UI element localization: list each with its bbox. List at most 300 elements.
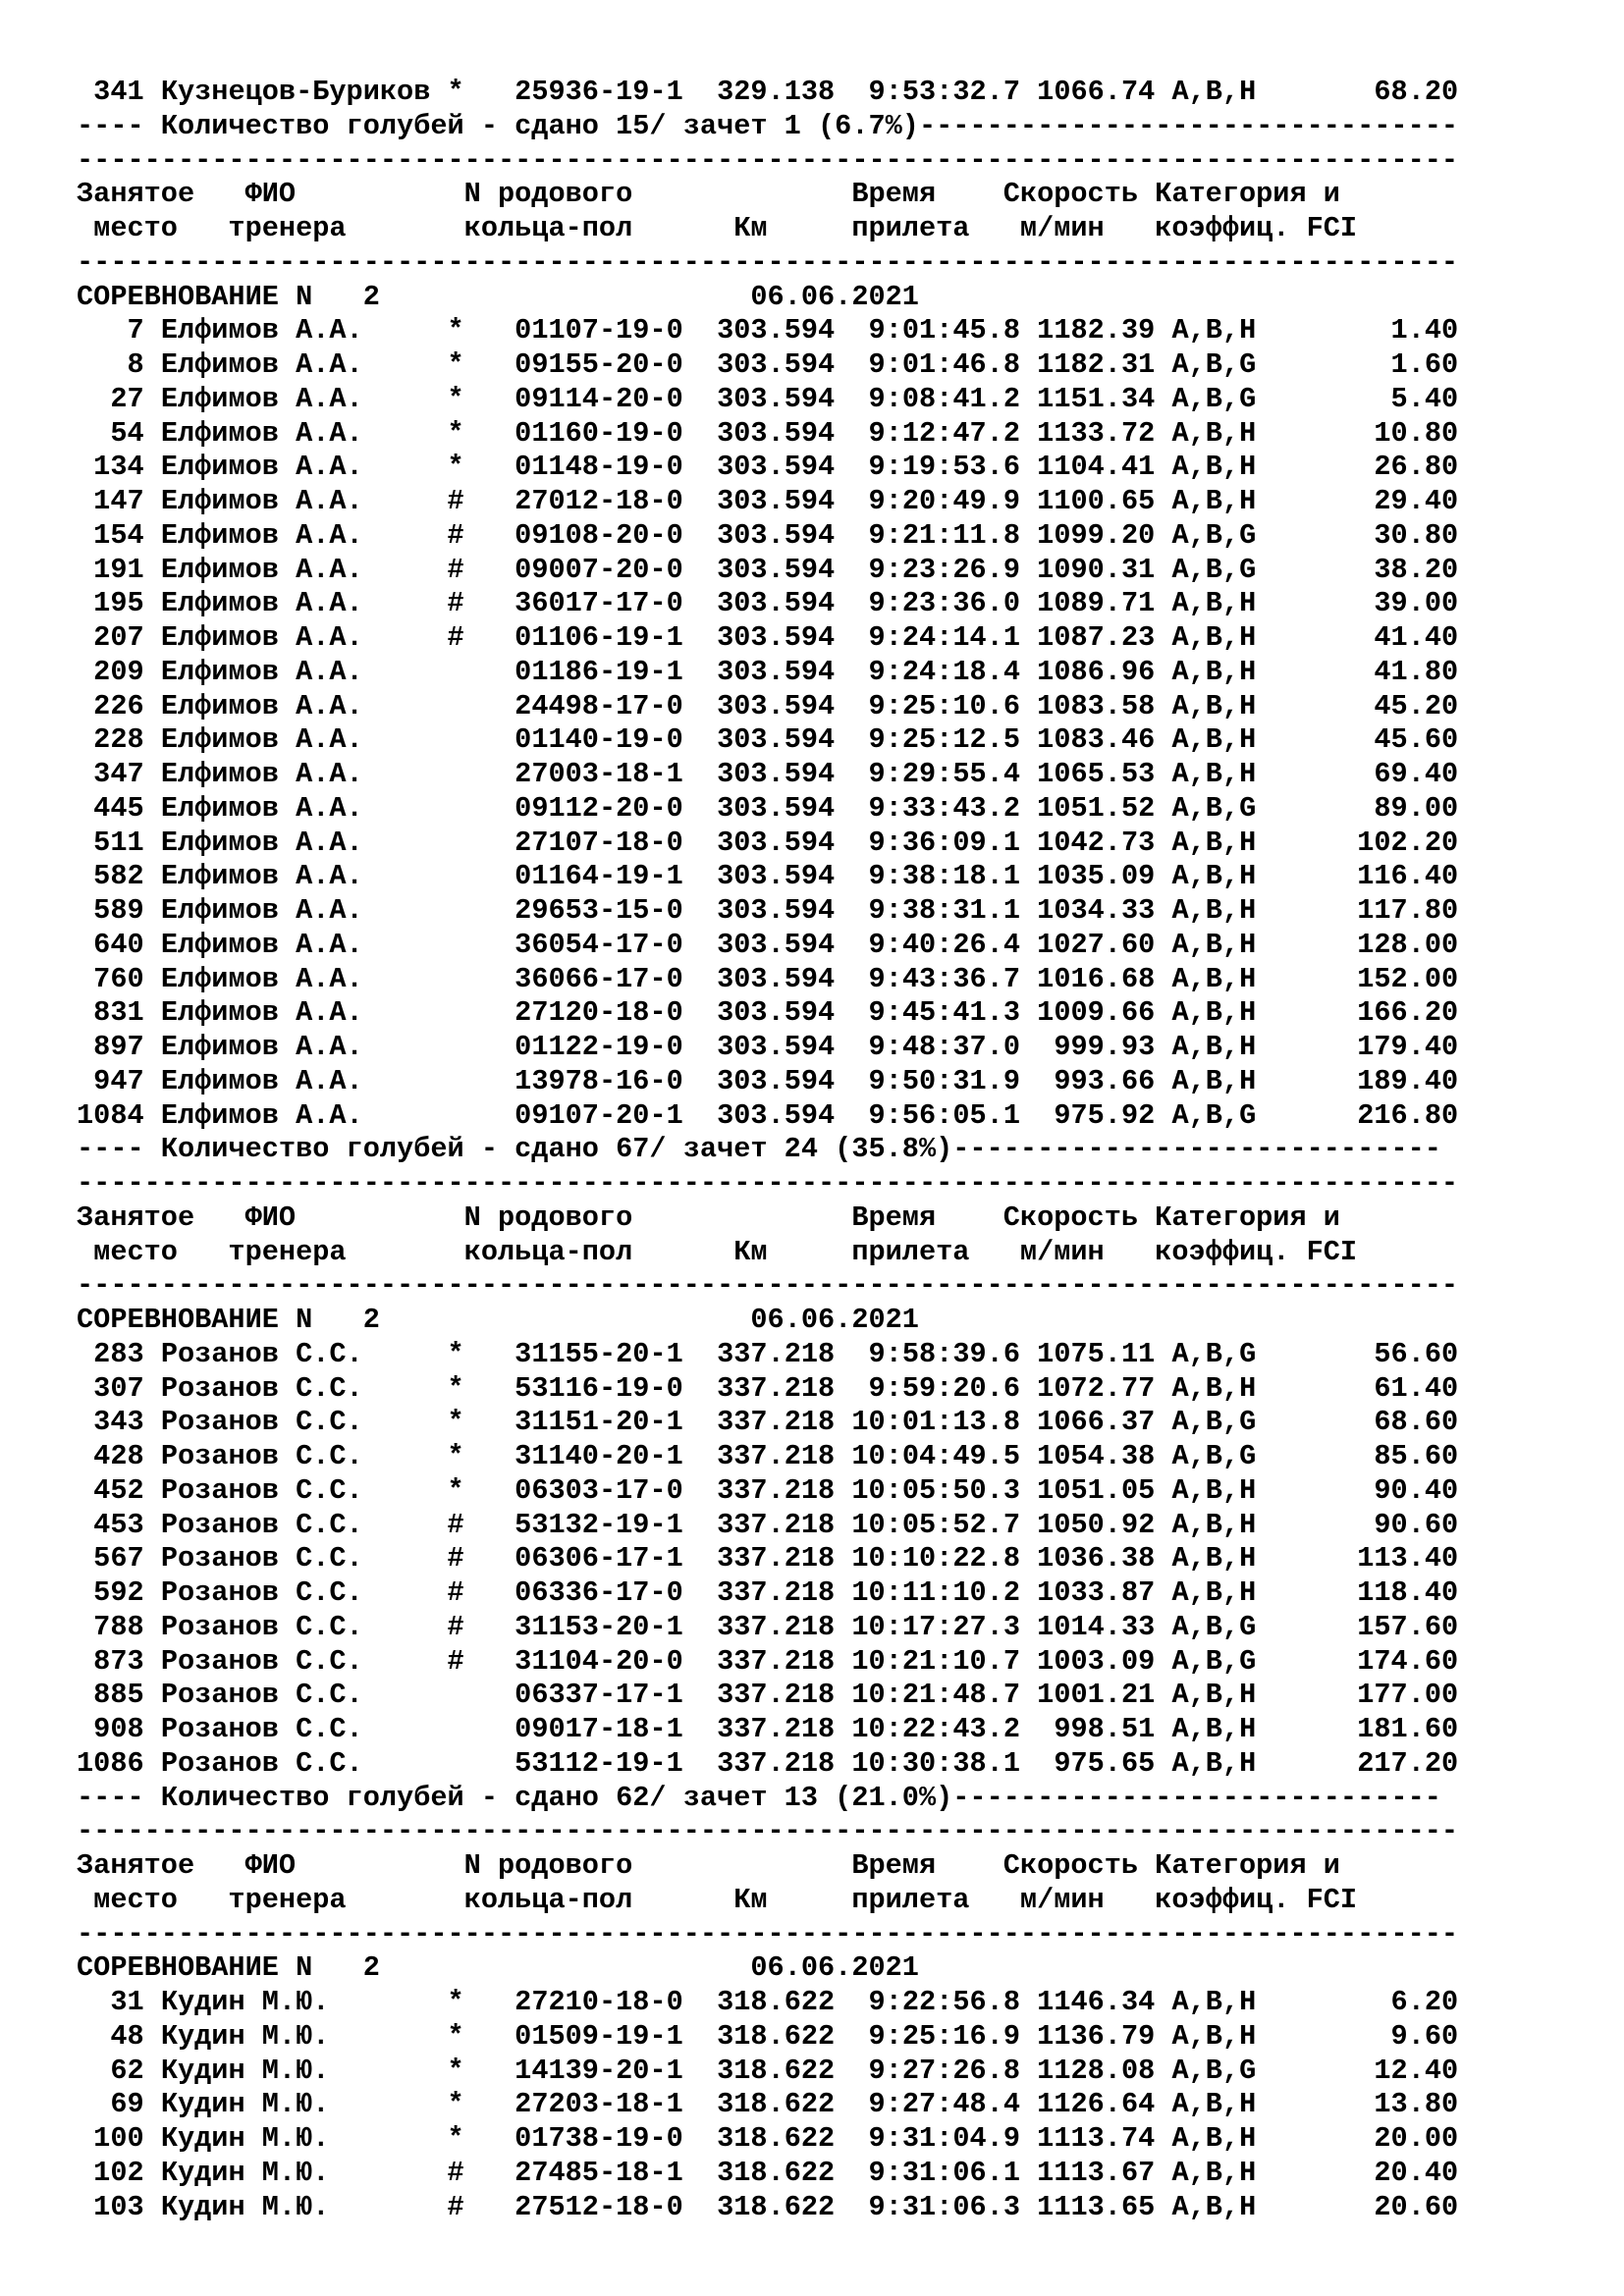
cell-time: 10:17:27.3 (851, 1610, 1020, 1643)
separator-line: ---------------------------------------------------------------------------------- (77, 1167, 1459, 1200)
result-row (77, 1372, 1458, 1407)
result-row (77, 2122, 1458, 2157)
cell-time: 9:25:16.9 (851, 2019, 1020, 2053)
cell-coef: 85.60 (1272, 1440, 1459, 1472)
cell-speed: 1075.11 (1037, 1337, 1156, 1370)
result-row (77, 1576, 1458, 1611)
cell-mark: * (447, 348, 515, 381)
cell-speed: 1051.52 (1037, 791, 1156, 825)
cell-cat: А,В,G (1171, 553, 1273, 586)
cell-mark: * (447, 451, 515, 484)
cell-place: 209 (77, 655, 144, 688)
separator-line: ---------------------------------------------------------------------------------- (77, 245, 1459, 279)
cell-coef: 116.40 (1272, 860, 1459, 893)
result-row (77, 348, 1458, 383)
cell-ring: 25936-19-1 (514, 76, 683, 108)
cell-km: 318.622 (699, 1986, 836, 2018)
cell-km: 303.594 (699, 1064, 836, 1097)
cell-km: 337.218 (699, 1337, 836, 1370)
cell-place: 48 (77, 2019, 144, 2053)
cell-name: Розанов С.С. (160, 1337, 448, 1370)
competition-line (77, 281, 1458, 315)
cell-speed: 999.93 (1037, 1031, 1156, 1063)
cell-mark (448, 996, 515, 1029)
cell-place: 453 (77, 1508, 144, 1541)
cell-time: 10:21:48.7 (851, 1679, 1020, 1712)
cell-name: Розанов С.С. (160, 1576, 448, 1609)
cell-ring: 01107-19-0 (514, 314, 683, 347)
cell-speed: 1087.23 (1037, 621, 1156, 654)
cell-cat: А,В,G (1171, 382, 1273, 415)
cell-speed: 1072.77 (1037, 1371, 1156, 1405)
cell-speed: 1099.20 (1037, 518, 1156, 552)
cell-ring: 01140-19-0 (514, 723, 683, 757)
cell-place: 947 (77, 1064, 144, 1097)
cell-ring: 09017-18-1 (514, 1713, 683, 1745)
cell-cat: А,В,Н (1171, 826, 1273, 859)
cell-coef: 157.60 (1272, 1610, 1459, 1643)
cell-coef: 90.60 (1272, 1508, 1459, 1541)
cell-ring: 31153-20-1 (514, 1610, 683, 1643)
cell-speed: 1090.31 (1037, 553, 1156, 586)
cell-cat: А,В,Н (1171, 1986, 1273, 2018)
cell-speed: 1014.33 (1037, 1610, 1156, 1643)
cell-mark: * (447, 1337, 515, 1370)
result-row (77, 2020, 1458, 2055)
cell-cat: А,В,Н (1171, 860, 1273, 893)
cell-mark (448, 1031, 515, 1063)
cell-km: 303.594 (699, 416, 836, 450)
cell-place: 343 (77, 1406, 144, 1439)
cell-coef: 89.00 (1272, 791, 1459, 825)
cell-cat: А,В,G (1171, 1440, 1273, 1472)
cell-ring: 09108-20-0 (514, 518, 683, 552)
cell-ring: 13978-16-0 (514, 1064, 683, 1097)
cell-ring: 01509-19-1 (514, 2019, 683, 2053)
cell-cat: А,В,G (1171, 1098, 1273, 1132)
cell-coef: 1.40 (1272, 314, 1459, 347)
cell-ring: 01106-19-1 (514, 621, 683, 654)
cell-place: 100 (77, 2122, 144, 2155)
cell-speed: 1065.53 (1037, 758, 1156, 790)
cell-ring: 31140-20-1 (514, 1440, 683, 1472)
cell-ring: 36017-17-0 (514, 587, 683, 620)
cell-cat: А,В,Н (1171, 2190, 1273, 2223)
cell-cat: А,В,Н (1171, 758, 1273, 790)
cell-cat: А,В,Н (1171, 1371, 1273, 1405)
cell-coef: 5.40 (1272, 382, 1459, 415)
cell-coef: 69.40 (1272, 758, 1459, 790)
cell-km: 337.218 (699, 1473, 836, 1507)
cell-mark (448, 827, 515, 859)
cell-cat: А,В,G (1171, 518, 1273, 552)
cell-time: 10:30:38.1 (851, 1746, 1020, 1780)
cell-cat: А,В,Н (1171, 1508, 1273, 1541)
cell-name: Елфимов А.А. (160, 996, 448, 1030)
cell-time: 10:10:22.8 (851, 1542, 1020, 1575)
cell-name: Елфимов А.А. (160, 860, 448, 893)
cell-mark: # (447, 1542, 515, 1575)
cell-cat: А,В,Н (1171, 689, 1273, 722)
cell-km: 303.594 (699, 791, 836, 825)
cell-ring: 14139-20-1 (514, 2054, 683, 2087)
cell-place: 147 (77, 485, 144, 517)
summary-line: ---- Количество голубей - сдано 15/ зачет 1 (6.7%)-------------------------------- (77, 109, 1459, 142)
cell-place: 1086 (77, 1746, 144, 1780)
cell-place: 452 (77, 1473, 144, 1507)
cell-speed: 1066.74 (1037, 76, 1156, 108)
cell-coef: 29.40 (1272, 485, 1459, 517)
cell-ring: 27012-18-0 (514, 485, 683, 517)
cell-cat: А,В,Н (1171, 451, 1273, 484)
cell-ring: 01186-19-1 (514, 655, 683, 688)
cell-place: 207 (77, 621, 144, 654)
cell-speed: 1146.34 (1037, 1986, 1156, 2018)
cell-speed: 1151.34 (1037, 382, 1156, 415)
cell-mark: # (447, 587, 515, 620)
cell-speed: 1182.31 (1037, 348, 1156, 381)
cell-name: Елфимов А.А. (160, 485, 448, 517)
cell-name: Розанов С.С. (160, 1440, 448, 1472)
cell-km: 337.218 (699, 1508, 836, 1541)
cell-coef: 26.80 (1272, 451, 1459, 484)
cell-time: 10:22:43.2 (851, 1713, 1020, 1745)
result-row (77, 1986, 1458, 2020)
cell-mark: * (447, 382, 515, 415)
cell-ring: 31155-20-1 (514, 1337, 683, 1370)
cell-speed: 1104.41 (1037, 451, 1156, 484)
cell-coef: 179.40 (1272, 1031, 1459, 1063)
cell-place: 760 (77, 962, 144, 995)
cell-speed: 1113.67 (1037, 2156, 1156, 2189)
cell-place: 1084 (77, 1098, 144, 1132)
cell-km: 303.594 (699, 348, 836, 381)
result-row (77, 1099, 1458, 1134)
cell-km: 303.594 (699, 689, 836, 722)
cell-cat: А,В,G (1171, 1337, 1273, 1370)
cell-name: Розанов С.С. (160, 1371, 448, 1405)
cell-speed: 1035.09 (1037, 860, 1156, 893)
cell-coef: 41.80 (1272, 655, 1459, 688)
cell-mark (448, 1065, 515, 1097)
cell-mark (448, 792, 515, 825)
cell-coef: 90.40 (1272, 1473, 1459, 1507)
cell-speed: 1050.92 (1037, 1508, 1156, 1541)
competition-line (77, 1951, 1458, 1986)
cell-time: 9:33:43.2 (851, 791, 1020, 825)
competition-label: СОРЕВНОВАНИЕ N (77, 280, 313, 313)
cell-km: 318.622 (699, 2122, 836, 2155)
cell-km: 337.218 (699, 1576, 836, 1609)
cell-coef: 39.00 (1272, 587, 1459, 620)
cell-coef: 20.00 (1272, 2122, 1459, 2155)
cell-name: Розанов С.С. (160, 1542, 448, 1575)
cell-ring: 24498-17-0 (514, 689, 683, 722)
cell-time: 9:48:37.0 (851, 1031, 1020, 1063)
cell-ring: 27485-18-1 (514, 2156, 683, 2189)
cell-name: Розанов С.С. (160, 1508, 448, 1541)
cell-coef: 166.20 (1272, 996, 1459, 1030)
cell-time: 10:21:10.7 (851, 1644, 1020, 1678)
cell-place: 283 (77, 1337, 144, 1370)
column-header: Занятое ФИО N родового Время Скорость Категория и (77, 178, 1340, 211)
summary-line: ---- Количество голубей - сдано 62/ зачет 13 (21.0%)----------------------------- (77, 1781, 1441, 1814)
cell-time: 9:25:12.5 (851, 723, 1020, 757)
result-row (77, 723, 1458, 758)
cell-ring: 09155-20-0 (514, 348, 683, 381)
cell-km: 318.622 (699, 2019, 836, 2053)
cell-place: 445 (77, 791, 144, 825)
cell-mark: * (447, 416, 515, 450)
cell-cat: А,В,Н (1171, 928, 1273, 961)
cell-mark: * (447, 314, 515, 347)
cell-ring: 01160-19-0 (514, 416, 683, 450)
cell-km: 303.594 (699, 860, 836, 893)
cell-cat: А,В,G (1171, 1644, 1273, 1678)
cell-speed: 1066.37 (1037, 1406, 1156, 1439)
cell-cat: А,В,Н (1171, 996, 1273, 1030)
cell-time: 9:20:49.9 (851, 485, 1020, 517)
result-row (77, 451, 1458, 485)
cell-mark (448, 758, 515, 790)
cell-name: Розанов С.С. (160, 1746, 448, 1780)
result-row (77, 1406, 1458, 1440)
cell-mark (448, 860, 515, 892)
cell-cat: А,В,Н (1171, 621, 1273, 654)
cell-cat: А,В,Н (1171, 1473, 1273, 1507)
column-header: место тренера кольца-пол Км прилета м/мин коэффиц. FCI (77, 212, 1358, 244)
cell-cat: А,В,Н (1171, 1679, 1273, 1712)
cell-place: 154 (77, 518, 144, 552)
cell-speed: 1027.60 (1037, 928, 1156, 961)
cell-name: Кудин М.Ю. (160, 1986, 448, 2018)
result-row (77, 1440, 1458, 1474)
cell-place: 582 (77, 860, 144, 893)
cell-coef: 1.60 (1272, 348, 1459, 381)
cell-km: 303.594 (699, 518, 836, 552)
cell-km: 303.594 (699, 553, 836, 586)
cell-speed: 1113.74 (1037, 2122, 1156, 2155)
cell-place: 31 (77, 1986, 144, 2018)
cell-time: 9:58:39.6 (851, 1337, 1020, 1370)
cell-place: 908 (77, 1713, 144, 1745)
cell-ring: 27120-18-0 (514, 996, 683, 1030)
cell-ring: 06337-17-1 (514, 1679, 683, 1712)
cell-km: 303.594 (699, 723, 836, 757)
cell-coef: 113.40 (1272, 1542, 1459, 1575)
cell-cat: А,В,Н (1171, 416, 1273, 450)
cell-name: Елфимов А.А. (160, 621, 448, 654)
results-report (77, 76, 1458, 2224)
cell-mark: * (447, 2019, 515, 2053)
result-row (77, 2088, 1458, 2122)
cell-place: 592 (77, 1576, 144, 1609)
cell-speed: 1003.09 (1037, 1644, 1156, 1678)
cell-cat: А,В,Н (1171, 314, 1273, 347)
cell-ring: 01148-19-0 (514, 451, 683, 484)
cell-ring: 01738-19-0 (514, 2122, 683, 2155)
cell-speed: 975.65 (1037, 1746, 1156, 1780)
cell-mark (448, 656, 515, 688)
cell-place: 788 (77, 1610, 144, 1643)
cell-coef: 152.00 (1272, 962, 1459, 995)
cell-ring: 09007-20-0 (514, 553, 683, 586)
cell-mark: * (447, 1371, 515, 1405)
cell-coef: 68.60 (1272, 1406, 1459, 1439)
cell-cat: А,В,Н (1171, 2156, 1273, 2189)
cell-time: 9:23:36.0 (851, 587, 1020, 620)
column-header: Занятое ФИО N родового Время Скорость Категория и (77, 1849, 1340, 1882)
cell-ring: 06303-17-0 (514, 1473, 683, 1507)
result-row (77, 1747, 1458, 1782)
cell-ring: 09112-20-0 (514, 791, 683, 825)
cell-place: 307 (77, 1371, 144, 1405)
cell-time: 9:19:53.6 (851, 451, 1020, 484)
cell-place: 347 (77, 758, 144, 790)
cell-km: 303.594 (699, 928, 836, 961)
result-row (77, 2191, 1458, 2225)
cell-time: 9:38:31.1 (851, 894, 1020, 927)
cell-speed: 975.92 (1037, 1098, 1156, 1132)
cell-km: 337.218 (699, 1746, 836, 1780)
cell-name: Кудин М.Ю. (160, 2122, 448, 2155)
cell-coef: 177.00 (1272, 1679, 1459, 1712)
cell-name: Елфимов А.А. (160, 689, 448, 722)
cell-km: 303.594 (699, 485, 836, 517)
cell-name: Розанов С.С. (160, 1406, 448, 1439)
separator-line: ---------------------------------------------------------------------------------- (77, 1815, 1459, 1848)
cell-cat: А,В,Н (1171, 894, 1273, 927)
cell-ring: 09114-20-0 (514, 382, 683, 415)
cell-speed: 1083.46 (1037, 723, 1156, 757)
cell-name: Елфимов А.А. (160, 518, 448, 552)
cell-place: 27 (77, 382, 144, 415)
cell-mark: # (447, 2190, 515, 2223)
cell-km: 337.218 (699, 1644, 836, 1678)
cell-place: 191 (77, 553, 144, 586)
cell-time: 9:29:55.4 (851, 758, 1020, 790)
cell-coef: 61.40 (1272, 1371, 1459, 1405)
cell-cat: А,В,G (1171, 791, 1273, 825)
cell-cat: А,В,Н (1171, 1031, 1273, 1063)
cell-name: Кудин М.Ю. (160, 2190, 448, 2223)
cell-cat: А,В,G (1171, 2054, 1273, 2087)
cell-mark (448, 963, 515, 995)
cell-name: Елфимов А.А. (160, 451, 448, 484)
cell-speed: 1089.71 (1037, 587, 1156, 620)
cell-ring: 27107-18-0 (514, 826, 683, 859)
cell-name: Елфимов А.А. (160, 553, 448, 586)
cell-km: 303.594 (699, 894, 836, 927)
cell-speed: 1182.39 (1037, 314, 1156, 347)
result-row (77, 485, 1458, 519)
cell-coef: 41.40 (1272, 621, 1459, 654)
cell-speed: 1128.08 (1037, 2054, 1156, 2087)
cell-time: 9:38:18.1 (851, 860, 1020, 893)
cell-name: Елфимов А.А. (160, 416, 448, 450)
cell-mark: * (447, 1986, 515, 2018)
cell-coef: 118.40 (1272, 1576, 1459, 1609)
cell-coef: 56.60 (1272, 1337, 1459, 1370)
result-row (77, 827, 1458, 861)
result-row (77, 621, 1458, 656)
cell-mark: # (447, 621, 515, 654)
cell-coef: 174.60 (1272, 1644, 1459, 1678)
cell-ring: 27210-18-0 (514, 1986, 683, 2018)
cell-place: 226 (77, 689, 144, 722)
cell-km: 337.218 (699, 1679, 836, 1712)
cell-time: 9:40:26.4 (851, 928, 1020, 961)
cell-ring: 29653-15-0 (514, 894, 683, 927)
result-row (77, 1338, 1458, 1372)
cell-mark: * (447, 2088, 515, 2121)
cell-speed: 1083.58 (1037, 689, 1156, 722)
result-row (77, 383, 1458, 417)
cell-speed: 1016.68 (1037, 962, 1156, 995)
competition-date: 06.06.2021 (750, 280, 919, 313)
column-header: место тренера кольца-пол Км прилета м/мин коэффиц. FCI (77, 1235, 1358, 1268)
cell-place: 831 (77, 996, 144, 1030)
result-row (77, 587, 1458, 621)
result-row (77, 2157, 1458, 2191)
cell-name: Елфимов А.А. (160, 928, 448, 961)
cell-mark: # (447, 1644, 515, 1678)
cell-name: Елфимов А.А. (160, 1031, 448, 1063)
cell-speed: 1086.96 (1037, 655, 1156, 688)
cell-name: Елфимов А.А. (160, 348, 448, 381)
cell-speed: 1100.65 (1037, 485, 1156, 517)
summary-line: ---- Количество голубей - сдано 67/ зачет 24 (35.8%)----------------------------- (77, 1133, 1441, 1166)
cell-time: 9:31:04.9 (851, 2122, 1020, 2155)
separator-line: ---------------------------------------------------------------------------------- (77, 143, 1459, 177)
cell-coef: 38.20 (1272, 553, 1459, 586)
competition-number: 2 (312, 280, 380, 313)
cell-mark: * (447, 1473, 515, 1507)
cell-time: 9:23:26.9 (851, 553, 1020, 586)
competition-label: СОРЕВНОВАНИЕ N (77, 1304, 313, 1336)
cell-speed: 1133.72 (1037, 416, 1156, 450)
cell-speed: 993.66 (1037, 1064, 1156, 1097)
cell-time: 9:31:06.3 (851, 2190, 1020, 2223)
cell-place: 885 (77, 1679, 144, 1712)
cell-coef: 68.20 (1272, 76, 1459, 108)
cell-coef: 13.80 (1272, 2088, 1459, 2121)
cell-place: 341 (77, 76, 144, 108)
cell-time: 9:22:56.8 (851, 1986, 1020, 2018)
cell-ring: 36066-17-0 (514, 962, 683, 995)
cell-name: Елфимов А.А. (160, 894, 448, 927)
result-row (77, 690, 1458, 724)
cell-mark (448, 1713, 515, 1745)
cell-km: 303.594 (699, 314, 836, 347)
cell-mark: # (447, 518, 515, 552)
cell-place: 54 (77, 416, 144, 450)
cell-speed: 998.51 (1037, 1713, 1156, 1745)
cell-mark (448, 929, 515, 961)
cell-km: 303.594 (699, 451, 836, 484)
cell-ring: 36054-17-0 (514, 928, 683, 961)
result-row (77, 1679, 1458, 1713)
cell-name: Елфимов А.А. (160, 1064, 448, 1097)
cell-coef: 128.00 (1272, 928, 1459, 961)
cell-name: Розанов С.С. (160, 1473, 448, 1507)
cell-time: 9:21:11.8 (851, 518, 1020, 552)
cell-time: 9:25:10.6 (851, 689, 1020, 722)
result-row (77, 792, 1458, 827)
cell-time: 9:12:47.2 (851, 416, 1020, 450)
cell-cat: А,В,Н (1171, 723, 1273, 757)
cell-mark (448, 1099, 515, 1132)
